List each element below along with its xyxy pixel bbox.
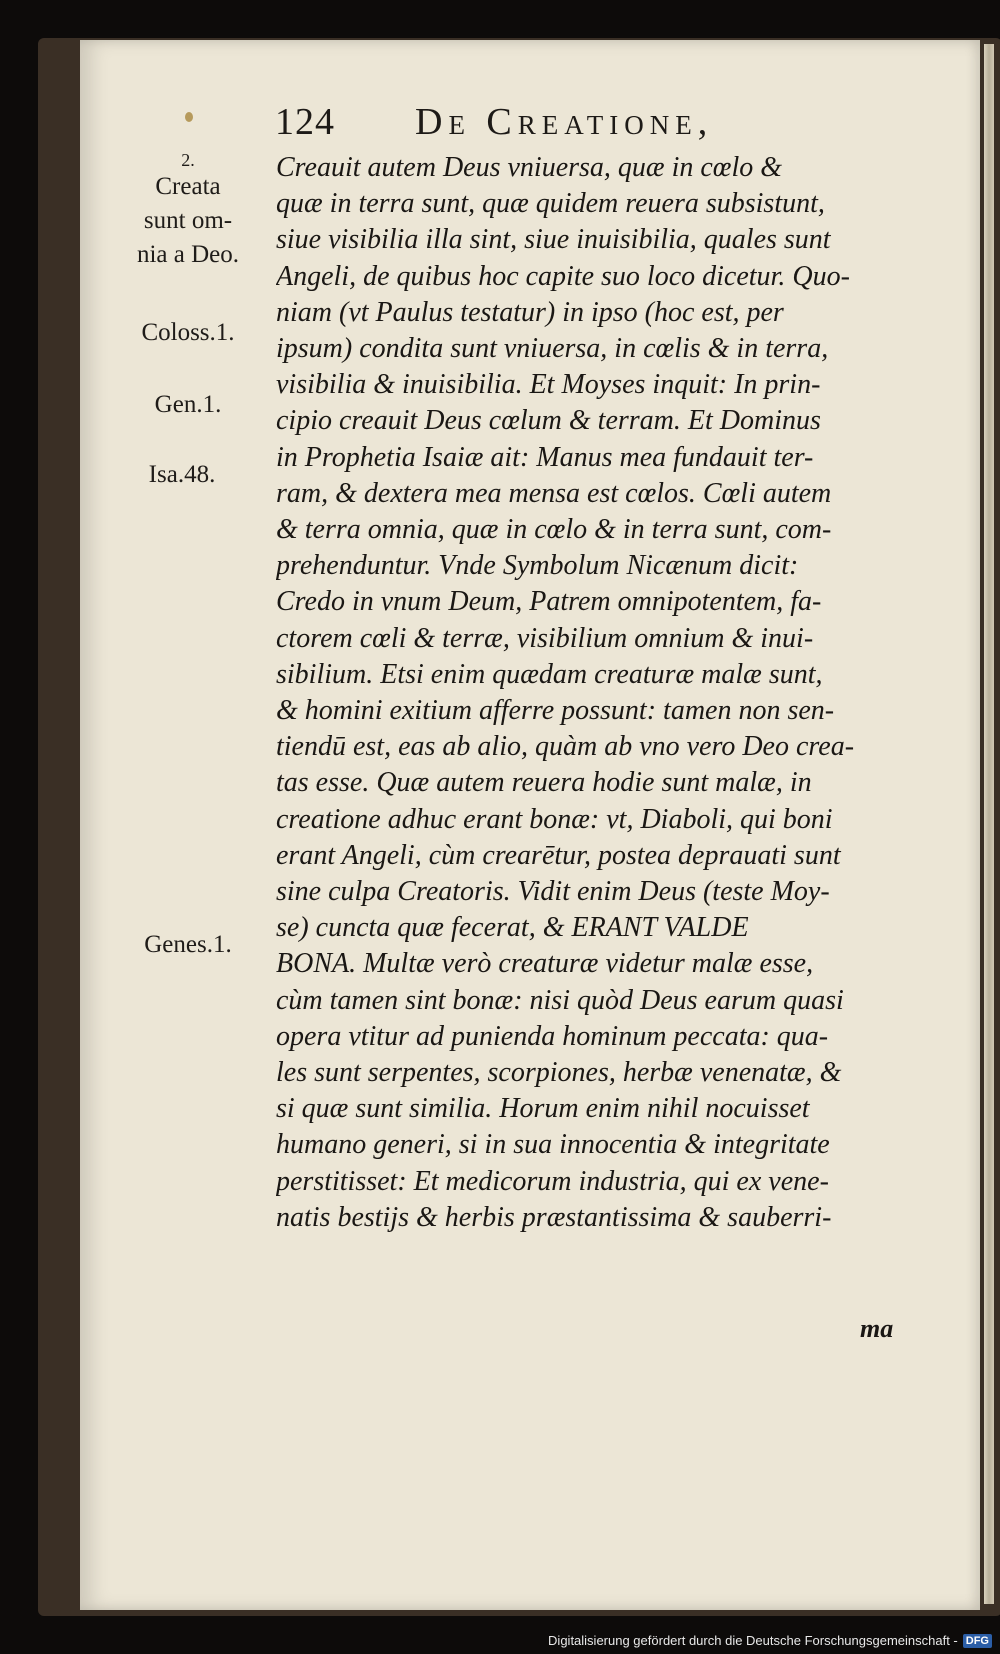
margin-note-line: Creata [155, 173, 221, 200]
page-number: 124 [275, 101, 335, 143]
text-line: siue visibilia illa sint, siue inuisibilia, quales sunt [276, 224, 831, 256]
digitization-footer [548, 1633, 992, 1648]
running-title: De Creatione, [415, 101, 714, 143]
text-line: Credo in vnum Deum, Patrem omnipotentem, fa- [276, 586, 822, 618]
text-line: & terra omnia, quæ in cœlo & in terra sunt, com- [276, 514, 832, 546]
text-line: tas esse. Quæ autem reuera hodie sunt malæ, in [276, 767, 812, 799]
margin-note-line: 2. [181, 150, 195, 170]
margin-note-line: sunt om- [143, 207, 233, 234]
margin-note-creata [118, 150, 258, 272]
text-line: natis bestijs & herbis præstantissima & sauberri- [276, 1201, 832, 1233]
text-line: Creauit autem Deus vniuersa, quæ in cœlo & [276, 152, 783, 183]
main-text-block [276, 150, 916, 1236]
ink-spot [185, 112, 193, 122]
text-line: les sunt serpentes, scorpiones, herbæ venenatæ, & [276, 1057, 842, 1089]
margin-note-line: Isa.48. [148, 461, 216, 488]
text-line: erant Angeli, cùm crearētur, postea deprauati sunt [276, 839, 841, 871]
margin-note-coloss [118, 316, 258, 350]
text-line: quæ in terra sunt, quæ quidem reuera subsistunt, [276, 188, 825, 220]
text-line: & homini exitium afferre possunt: tamen non sen- [276, 695, 835, 727]
text-line: in Prophetia Isaiæ ait: Manus mea fundauit ter- [276, 441, 814, 473]
margin-note-line: nia a Deo. [136, 241, 240, 268]
dfg-logo-icon: DFG [963, 1634, 992, 1648]
text-line: perstitisset: Et medicorum industria, qui ex vene- [276, 1165, 829, 1197]
text-line: humano generi, si in sua innocentia & integritate [276, 1129, 830, 1161]
catchword: ma [860, 1314, 894, 1343]
text-line: ctorem cœli & terræ, visibilium omnium & inui- [276, 622, 814, 654]
text-line: prehenduntur. Vnde Symbolum Nicænum dicit: [276, 550, 799, 582]
text-line: sibilium. Etsi enim quædam creaturæ malæ sunt, [276, 658, 823, 690]
text-line: ipsum) condita sunt vniuersa, in cœlis & in terra, [276, 333, 829, 365]
margin-note-line: Coloss.1. [141, 319, 235, 346]
text-line: Angeli, de quibus hoc capite suo loco dicetur. Quo- [276, 260, 850, 292]
margin-note-genes [118, 928, 258, 962]
text-line: BONA. Multæ verò creaturæ videtur malæ esse, [276, 948, 814, 980]
margin-note-isa [112, 458, 252, 492]
text-line: ram, & dextera mea mensa est cœlos. Cœli autem [276, 477, 832, 509]
text-line: niam (vt Paulus testatur) in ipso (hoc est, per [276, 296, 784, 328]
text-line: visibilia & inuisibilia. Et Moyses inquit: In prin- [276, 369, 821, 401]
funding-credit: Digitalisierung gefördert durch die Deutsche Forschungsgemeinschaft - [548, 1633, 958, 1648]
text-line: si quæ sunt similia. Horum enim nihil nocuisset [276, 1093, 810, 1125]
text-line: tiendū est, eas ab alio, quàm ab vno vero Deo crea- [276, 731, 855, 763]
text-line: sine culpa Creatoris. Vidit enim Deus (teste Moy- [276, 876, 830, 908]
text-line: opera vtitur ad punienda hominum peccata: qua- [276, 1020, 829, 1052]
margin-note-gen [118, 388, 258, 422]
margin-note-line: Genes.1. [144, 931, 232, 958]
running-header [275, 100, 915, 150]
text-line: cùm tamen sint bonæ: nisi quòd Deus earum quasi [276, 984, 844, 1016]
page-edge [984, 44, 994, 1604]
text-line: cipio creauit Deus cœlum & terram. Et Dominus [276, 405, 821, 437]
margin-note-line: Gen.1. [154, 391, 222, 418]
text-line: creatione adhuc erant bonæ: vt, Diaboli, qui boni [276, 803, 833, 835]
text-line: se) cuncta quæ fecerat, & ERANT VALDE [276, 912, 749, 944]
